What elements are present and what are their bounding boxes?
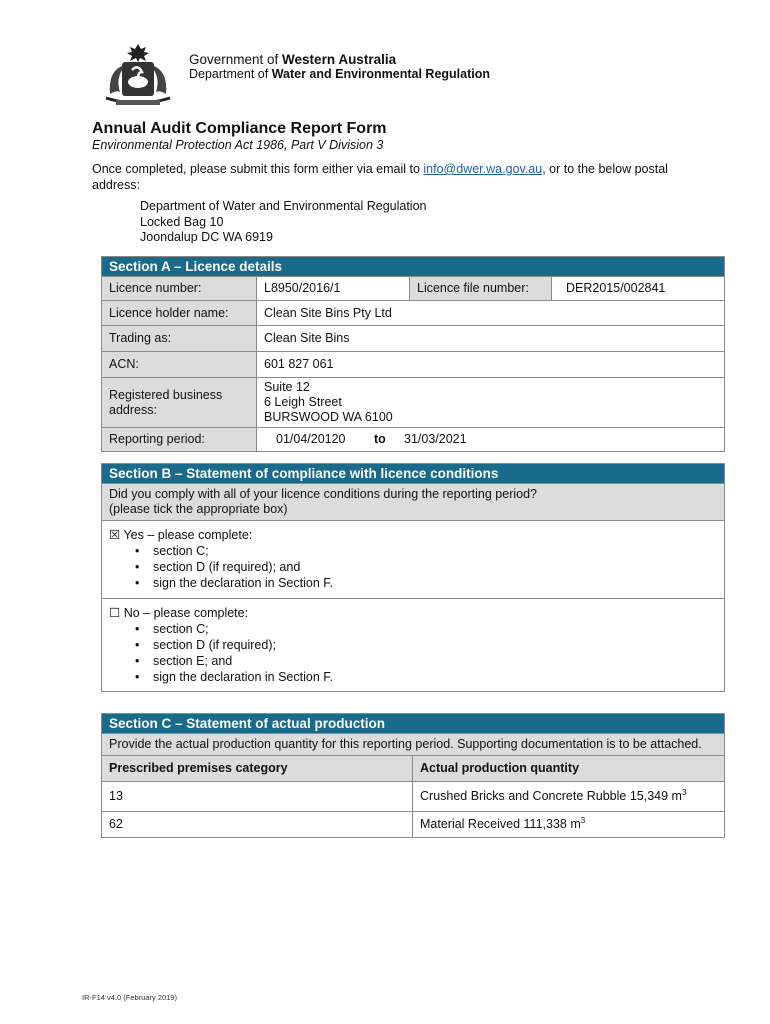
period-to-word: to <box>374 432 386 446</box>
dept-name: Water and Environmental Regulation <box>271 67 490 81</box>
acn-label: ACN: <box>102 352 257 378</box>
address-line: Joondalup DC WA 6919 <box>140 230 273 244</box>
category-cell[interactable]: 13 <box>102 782 413 812</box>
intro-paragraph <box>92 161 692 193</box>
table-row <box>102 782 725 812</box>
acn-value[interactable]: 601 827 061 <box>257 352 725 378</box>
licence-number-value[interactable]: L8950/2016/1 <box>257 277 410 301</box>
holder-label: Licence holder name: <box>102 301 257 326</box>
quantity-cell[interactable] <box>413 812 725 838</box>
list-item: • sign the declaration in Section F. <box>131 575 717 591</box>
list-item: • section D (if required); <box>131 637 717 653</box>
period-label: Reporting period: <box>102 428 257 452</box>
col-header-category: Prescribed premises category <box>102 756 413 782</box>
trading-label: Trading as: <box>102 326 257 352</box>
postal-address <box>140 199 427 246</box>
table-row <box>102 812 725 838</box>
licence-file-value[interactable]: DER2015/002841 <box>552 277 725 301</box>
list-item: • section C; <box>131 543 717 559</box>
unit-superscript: 3 <box>580 815 586 825</box>
section-c-heading: Section C – Statement of actual production <box>102 714 725 734</box>
col-header-quantity: Actual production quantity <box>413 756 725 782</box>
email-link[interactable]: info@dwer.wa.gov.au <box>423 162 543 176</box>
letterhead <box>92 40 652 110</box>
quantity-cell[interactable] <box>413 782 725 812</box>
unit-superscript: 3 <box>681 787 687 797</box>
quantity-text: Material Received 111,338 m <box>420 817 581 831</box>
list-item: • section D (if required); and <box>131 559 717 575</box>
yes-checkbox[interactable]: ☒ <box>109 528 121 542</box>
gov-prefix: Government of <box>189 52 283 67</box>
business-address-value[interactable] <box>257 378 725 428</box>
production-instruction: Provide the actual production quantity for this reporting period. Supporting documentation is to be attached. <box>102 734 725 756</box>
quantity-text: Crushed Bricks and Concrete Rubble 15,349 m <box>420 789 682 803</box>
business-address-line: 6 Leigh Street <box>264 395 342 409</box>
holder-value[interactable]: Clean Site Bins Pty Ltd <box>257 301 725 326</box>
form-version-footer: IR-F14 v4.0 (February 2019) <box>82 993 178 1002</box>
dept-prefix: Department of <box>189 67 272 81</box>
intro-text-before: Once completed, please submit this form either via email to <box>92 162 424 176</box>
address-line: Locked Bag 10 <box>140 214 224 229</box>
no-label: No – please complete: <box>123 606 249 620</box>
list-item: • section C; <box>131 621 717 637</box>
period-from: 01/04/20120 <box>276 432 346 446</box>
yes-label: Yes – please complete: <box>123 528 253 542</box>
licence-file-label: Licence file number: <box>410 277 552 301</box>
section-a-heading: Section A – Licence details <box>102 257 725 277</box>
business-address-line: Suite 12 <box>264 380 310 394</box>
compliance-question <box>102 484 725 521</box>
business-address-line: BURSWOOD WA 6100 <box>264 410 393 424</box>
period-to: 31/03/2021 <box>404 432 467 446</box>
list-item: • section E; and <box>131 653 717 669</box>
form-subtitle: Environmental Protection Act 1986, Part V Division 3 <box>92 138 384 152</box>
no-list <box>131 621 717 685</box>
yes-list <box>131 543 717 591</box>
no-checkbox[interactable]: ☐ <box>109 606 121 620</box>
address-line: Department of Water and Environmental Regulation <box>140 199 427 213</box>
intro-text-after: , or to the below postal address: <box>92 162 668 192</box>
question-note: (please tick the appropriate box) <box>109 502 288 516</box>
trading-value[interactable]: Clean Site Bins <box>257 326 725 352</box>
no-option <box>102 599 725 692</box>
yes-option <box>102 521 725 599</box>
licence-number-label: Licence number: <box>102 277 257 301</box>
question-text: Did you comply with all of your licence conditions during the reporting period? <box>109 487 538 501</box>
business-address-label: Registered business address: <box>102 378 257 428</box>
category-cell[interactable]: 62 <box>102 812 413 838</box>
section-a-table <box>101 256 725 452</box>
section-c-table <box>101 713 725 838</box>
section-b-table <box>101 463 725 692</box>
list-item: • sign the declaration in Section F. <box>131 669 717 685</box>
coat-of-arms-logo <box>92 40 184 110</box>
gov-state: Western Australia <box>282 52 397 67</box>
form-title: Annual Audit Compliance Report Form <box>92 120 387 137</box>
section-b-heading: Section B – Statement of compliance with licence conditions <box>102 464 725 484</box>
period-value[interactable] <box>257 428 725 452</box>
